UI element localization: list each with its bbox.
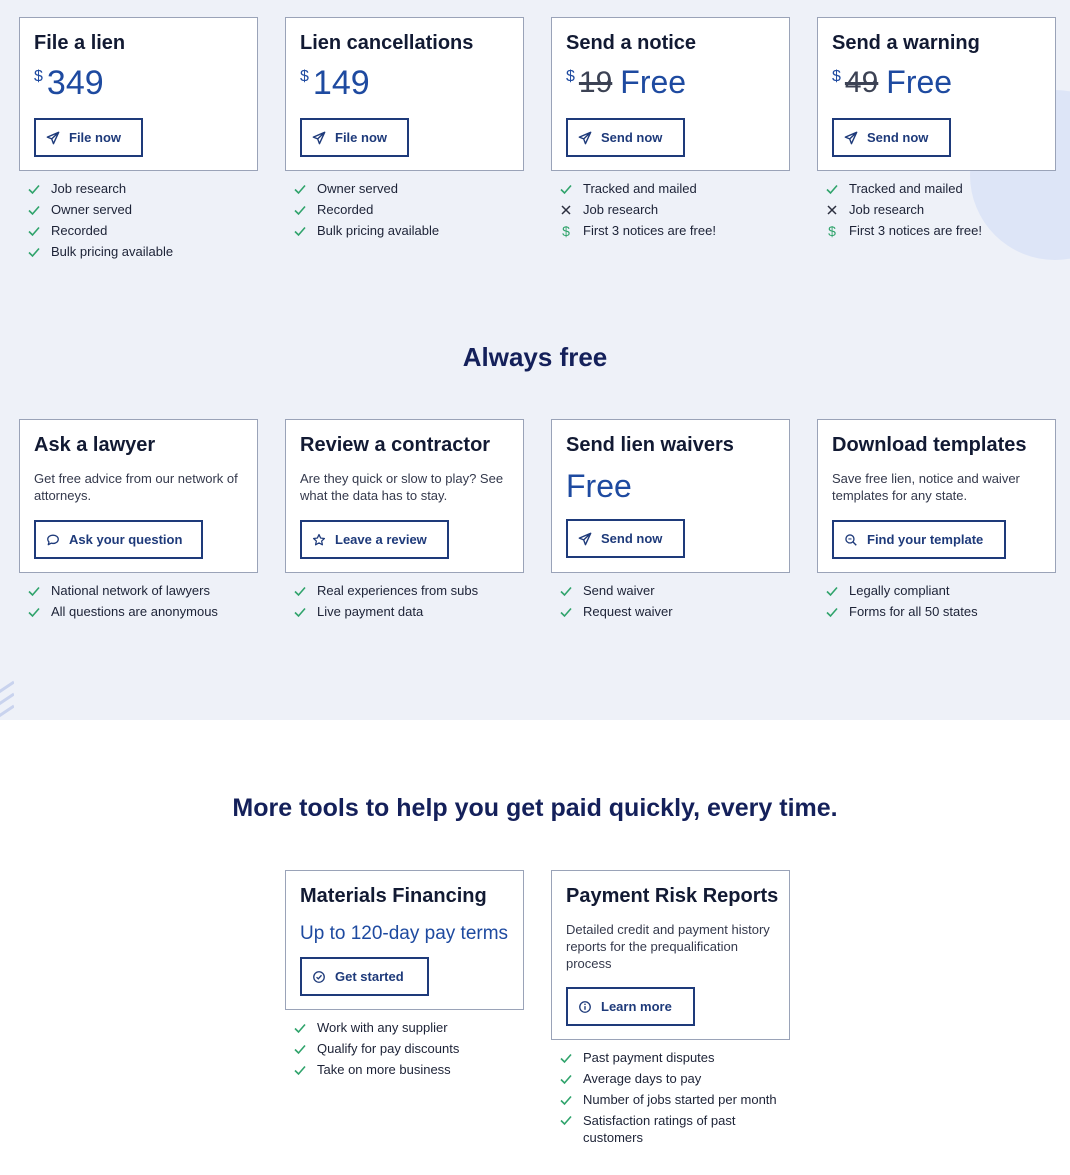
feature-text: Request waiver [583, 604, 673, 619]
feature-list [551, 1047, 790, 1146]
card-title: Materials Financing [300, 885, 487, 907]
check-icon [559, 182, 573, 196]
button-label: Send now [867, 130, 929, 145]
card-title: Lien cancellations [300, 32, 474, 54]
feature-text: Recorded [317, 202, 374, 217]
check-icon [559, 584, 573, 598]
ask-your-question-button[interactable] [34, 520, 203, 559]
list-item [817, 220, 982, 241]
dollar-icon: $ [828, 222, 836, 239]
check-icon [27, 605, 41, 619]
check-icon [27, 245, 41, 259]
card-title: Send a warning [832, 32, 980, 54]
card-title: Download templates [832, 434, 1027, 456]
list-item [551, 1068, 790, 1089]
button-label: Ask your question [69, 532, 183, 547]
card-title: Payment Risk Reports [566, 885, 779, 907]
dollar-icon: $ [562, 222, 570, 239]
feature-list [285, 580, 478, 622]
search-icon [844, 533, 858, 547]
feature-text: Send waiver [583, 583, 655, 598]
list-item [551, 1047, 790, 1068]
list-item [551, 178, 716, 199]
check-icon [559, 605, 573, 619]
price-amount: 349 [46, 64, 104, 102]
price [300, 66, 370, 100]
check-icon [27, 584, 41, 598]
button-label: Leave a review [335, 532, 427, 547]
feature-text: Bulk pricing available [51, 244, 174, 259]
list-item [285, 199, 439, 220]
free-label: Free [886, 64, 953, 100]
button-label: Send now [601, 130, 663, 145]
x-icon [825, 203, 839, 217]
card-subtitle: Up to 120-day pay terms [300, 923, 509, 944]
feature-text: Satisfaction ratings of past customers [583, 1113, 736, 1145]
card-send-a-notice [551, 17, 790, 171]
check-icon [293, 224, 307, 238]
check-icon [293, 203, 307, 217]
card-review-a-contractor [285, 419, 524, 573]
decorative-stripes-icon [0, 680, 14, 720]
info-icon [578, 1000, 592, 1014]
feature-text: Take on more business [317, 1062, 451, 1077]
feature-text: First 3 notices are free! [849, 223, 982, 238]
check-icon [825, 584, 839, 598]
feature-list [19, 580, 218, 622]
list-item [285, 1059, 459, 1080]
old-price: 49 [844, 66, 879, 99]
feature-list [817, 580, 978, 622]
feature-list [817, 178, 982, 241]
currency-symbol: $ [34, 68, 43, 85]
button-label: Get started [335, 969, 404, 984]
check-icon [27, 182, 41, 196]
send-now-button[interactable] [566, 519, 685, 558]
check-icon [27, 224, 41, 238]
feature-text: Recorded [51, 223, 108, 238]
list-item [19, 220, 173, 241]
list-item [817, 178, 982, 199]
price-amount: 149 [312, 64, 370, 102]
free-label: Free [620, 64, 687, 100]
list-item [551, 1110, 790, 1146]
list-item [19, 241, 173, 262]
list-item [285, 580, 478, 601]
feature-text: Past payment disputes [583, 1050, 715, 1065]
list-item [285, 601, 478, 622]
feature-text: Legally compliant [849, 583, 950, 598]
feature-text: Tracked and mailed [849, 181, 963, 196]
card-file-a-lien [19, 17, 258, 171]
card-title: Review a contractor [300, 434, 491, 456]
check-icon [559, 1051, 573, 1065]
chat-bubble-icon [46, 533, 60, 547]
card-payment-risk-reports [551, 870, 790, 1040]
check-icon [559, 1093, 573, 1107]
feature-text: Work with any supplier [317, 1020, 448, 1035]
card-description: Get free advice from our network of attorneys. [34, 471, 238, 503]
feature-text: Number of jobs started per month [583, 1092, 777, 1107]
send-now-button[interactable] [566, 118, 685, 157]
button-label: Find your template [867, 532, 984, 547]
card-title: File a lien [34, 32, 126, 54]
find-your-template-button[interactable] [832, 520, 1006, 559]
file-now-button[interactable] [300, 118, 409, 157]
feature-list [19, 178, 173, 262]
list-item [551, 601, 673, 622]
leave-a-review-button[interactable] [300, 520, 449, 559]
check-icon [27, 203, 41, 217]
card-ask-a-lawyer [19, 419, 258, 573]
feature-text: National network of lawyers [51, 583, 210, 598]
get-started-button[interactable] [300, 957, 429, 996]
card-send-lien-waivers [551, 419, 790, 573]
send-icon [578, 532, 592, 546]
price [34, 66, 104, 100]
send-icon [844, 131, 858, 145]
feature-text: Live payment data [317, 604, 424, 619]
feature-text: Real experiences from subs [317, 583, 479, 598]
tools-heading: More tools to help you get paid quickly, every time. [232, 794, 838, 822]
list-item [551, 1089, 790, 1110]
learn-more-button[interactable] [566, 987, 695, 1026]
feature-list [285, 178, 439, 241]
list-item [817, 199, 982, 220]
send-icon [312, 131, 326, 145]
free-label: Free [566, 468, 632, 504]
feature-text: Bulk pricing available [317, 223, 440, 238]
check-circle-icon [312, 970, 326, 984]
list-item [285, 220, 439, 241]
check-icon [293, 1042, 307, 1056]
feature-text: Qualify for pay discounts [317, 1041, 460, 1056]
feature-text: Owner served [51, 202, 132, 217]
card-description: Save free lien, notice and waiver templates for any state. [832, 471, 1020, 503]
list-item [817, 580, 978, 601]
always-free-heading: Always free [462, 342, 608, 372]
send-icon [46, 131, 60, 145]
button-label: File now [69, 130, 121, 145]
card-download-templates [817, 419, 1056, 573]
feature-text: Forms for all 50 states [849, 604, 978, 619]
feature-list [551, 178, 716, 241]
file-now-button[interactable] [34, 118, 143, 157]
old-price: 19 [578, 66, 613, 99]
feature-text: First 3 notices are free! [583, 223, 716, 238]
feature-text: Tracked and mailed [583, 181, 697, 196]
card-description: Detailed credit and payment history reports for the prequalification process [566, 922, 770, 971]
currency-symbol: $ [566, 68, 575, 85]
list-item [285, 178, 439, 199]
list-item [19, 199, 173, 220]
card-materials-financing [285, 870, 524, 1010]
feature-text: Average days to pay [583, 1071, 702, 1086]
check-icon [559, 1113, 573, 1127]
list-item [19, 178, 173, 199]
send-icon [578, 131, 592, 145]
currency-symbol: $ [300, 68, 309, 85]
card-title: Ask a lawyer [34, 434, 156, 456]
list-item [551, 220, 716, 241]
check-icon [559, 1072, 573, 1086]
card-title: Send a notice [566, 32, 697, 54]
feature-list [285, 1017, 459, 1080]
feature-text: Job research [51, 181, 127, 196]
x-icon [559, 203, 573, 217]
feature-text: Job research [849, 202, 925, 217]
feature-text: Job research [583, 202, 659, 217]
button-label: File now [335, 130, 387, 145]
card-title: Send lien waivers [566, 434, 734, 456]
currency-symbol: $ [832, 68, 841, 85]
list-item [19, 601, 218, 622]
list-item [551, 580, 673, 601]
check-icon [293, 1063, 307, 1077]
price [832, 66, 952, 100]
send-now-button[interactable] [832, 118, 951, 157]
card-description: Are they quick or slow to play? See what the data has to stay. [300, 471, 504, 503]
list-item [817, 601, 978, 622]
check-icon [293, 1021, 307, 1035]
star-icon [312, 533, 326, 547]
check-icon [293, 605, 307, 619]
card-lien-cancellations [285, 17, 524, 171]
list-item [285, 1017, 459, 1038]
check-icon [293, 584, 307, 598]
button-label: Send now [601, 531, 663, 546]
check-icon [825, 605, 839, 619]
button-label: Learn more [601, 999, 672, 1014]
feature-text: All questions are anonymous [51, 604, 218, 619]
list-item [551, 199, 716, 220]
feature-text: Owner served [317, 181, 398, 196]
list-item [285, 1038, 459, 1059]
list-item [19, 580, 218, 601]
check-icon [293, 182, 307, 196]
feature-list [551, 580, 673, 622]
price [566, 66, 686, 100]
check-icon [825, 182, 839, 196]
card-send-a-warning [817, 17, 1056, 171]
